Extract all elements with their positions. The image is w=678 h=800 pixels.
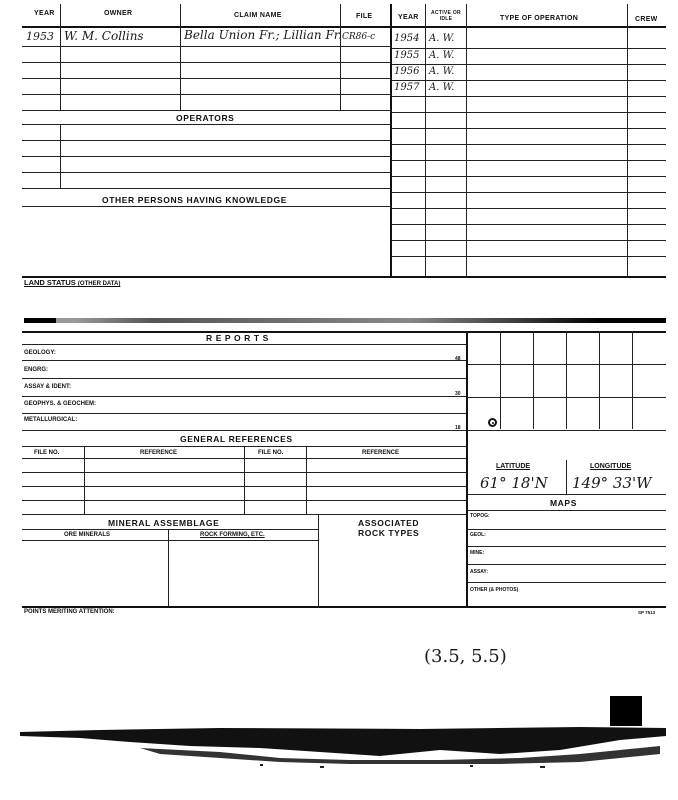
grid-number-30: 30	[455, 391, 461, 397]
header-crew: CREW	[635, 16, 658, 23]
header-year: YEAR	[34, 10, 55, 17]
latitude-label: LATITUDE	[496, 463, 531, 470]
ref-header-file-no-1: FILE NO.	[34, 450, 60, 456]
report-geophys: GEOPHYS. & GEOCHEM:	[24, 401, 97, 407]
report-engrg: ENGRG:	[24, 367, 48, 373]
ore-minerals-header: ORE MINERALS	[64, 532, 111, 538]
ref-header-file-no-2: FILE NO.	[258, 450, 284, 456]
header-year-2: YEAR	[398, 14, 419, 21]
map-geol: GEOL:	[470, 532, 486, 538]
rock-forming-header: ROCK FORMING, ETC.	[200, 532, 265, 538]
header-type-of-operation: TYPE OF OPERATION	[500, 15, 579, 22]
handwritten-annotation: (3.5, 5.5)	[424, 646, 507, 667]
mineral-assemblage-title: MINERAL ASSEMBLAGE	[108, 518, 220, 528]
entry-year: 1953	[26, 30, 54, 43]
header-file: FILE	[356, 13, 373, 20]
map-other: OTHER (& PHOTOS)	[470, 587, 519, 593]
longitude-label: LONGITUDE	[590, 463, 632, 470]
activity-year-1: 1954	[394, 33, 420, 44]
grid-number-18: 18	[455, 425, 461, 431]
report-metallurgical: METALLURGICAL:	[24, 417, 78, 423]
other-persons-title: OTHER PERSONS HAVING KNOWLEDGE	[102, 195, 288, 205]
activity-status-4: A. W.	[429, 82, 455, 93]
form-number: SP 7513	[638, 610, 656, 615]
header-active-idle: ACTIVE OR IDLE	[431, 10, 461, 22]
grid-number-48: 48	[455, 356, 461, 362]
map-topog: TOPOG:	[470, 513, 490, 519]
latitude-value: 61° 18'N	[480, 474, 548, 492]
activity-year-4: 1957	[394, 82, 420, 93]
activity-year-2: 1955	[394, 50, 420, 61]
entry-claim: Bella Union Fr.; Lillian Fr.	[184, 28, 343, 42]
land-status-label	[24, 278, 120, 287]
associated-rock-types-title: ASSOCIATED ROCK TYPES	[358, 518, 420, 538]
operators-title: OPERATORS	[176, 113, 235, 123]
points-meriting-attention: POINTS MERITING ATTENTION:	[24, 609, 115, 615]
map-assay: ASSAY:	[470, 569, 489, 575]
entry-owner: W. M. Collins	[64, 29, 144, 43]
ref-header-reference-2: REFERENCE	[362, 450, 400, 456]
longitude-value: 149° 33'W	[572, 474, 652, 492]
activity-status-3: A. W.	[429, 66, 455, 77]
grid-location-marker	[488, 418, 497, 427]
scan-smudge	[24, 318, 666, 323]
report-assay: ASSAY & IDENT:	[24, 384, 72, 390]
ref-header-reference-1: REFERENCE	[140, 450, 178, 456]
land-status-title: LAND STATUS	[24, 278, 76, 287]
activity-year-3: 1956	[394, 66, 420, 77]
general-references-title: GENERAL REFERENCES	[180, 434, 293, 444]
header-owner: OWNER	[104, 10, 133, 17]
reports-title: R E P O R T S	[206, 333, 269, 343]
map-mine: MINE:	[470, 550, 485, 556]
header-claim-name: CLAIM NAME	[234, 12, 282, 19]
scan-noise-bar	[20, 720, 666, 770]
activity-status-2: A. W.	[429, 50, 455, 61]
entry-file: CR86-c	[342, 32, 376, 42]
maps-title: MAPS	[550, 498, 577, 508]
report-geology: GEOLOGY:	[24, 350, 56, 356]
activity-status-1: A. W.	[429, 33, 455, 44]
land-status-subtitle: (OTHER DATA)	[77, 281, 121, 287]
